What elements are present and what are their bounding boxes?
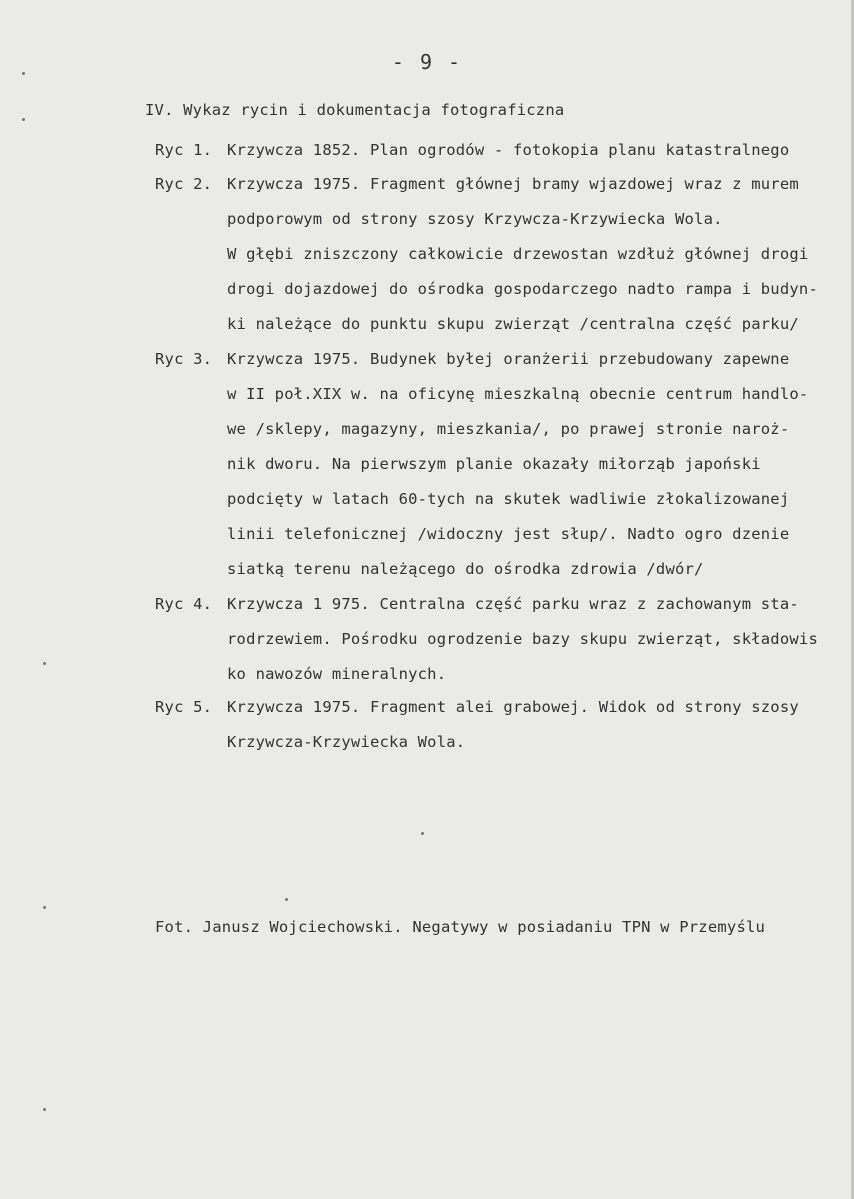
figure-text-line: rodrzewiem. Pośrodku ogrodzenie bazy skupu zwierząt, składowis (227, 630, 818, 648)
page-number: - 9 - (391, 50, 463, 74)
figure-text-line: Krzywcza 1975. Fragment głównej bramy wjazdowej wraz z murem (227, 175, 799, 193)
scan-speck (22, 118, 25, 121)
scan-speck (22, 72, 25, 75)
figure-text-line: we /sklepy, magazyny, mieszkania/, po prawej stronie naroż- (227, 420, 790, 438)
figure-text-line: w II poł.XIX w. na oficynę mieszkalną obecnie centrum handlo- (227, 385, 809, 403)
scan-speck (43, 906, 46, 909)
figure-text-line: podcięty w latach 60-tych na skutek wadliwie złokalizowanej (227, 490, 790, 508)
figure-text-line: ko nawozów mineralnych. (227, 665, 447, 683)
figure-text-line: drogi dojazdowej do ośrodka gospodarczego nadto rampa i budyn- (227, 280, 818, 298)
figure-text-line: Krzywcza 1975. Budynek byłej oranżerii przebudowany zapewne (227, 350, 790, 368)
figure-label: Ryc 1. (155, 141, 213, 159)
figure-entry-2 (155, 175, 799, 193)
figure-text-line: Krzywcza 1852. Plan ogrodów - fotokopia planu katastralnego (227, 141, 790, 159)
figure-entry-1 (155, 141, 789, 159)
figure-text-line: Krzywcza-Krzywiecka Wola. (227, 733, 466, 751)
figure-text-line: siatką terenu należącego do ośrodka zdrowia /dwór/ (227, 560, 704, 578)
figure-text-line: nik dworu. Na pierwszym planie okazały miłorząb japoński (227, 455, 761, 473)
figure-entry-5 (155, 698, 799, 716)
figure-label: Ryc 2. (155, 175, 213, 193)
figure-text-line: Krzywcza 1975. Fragment alei grabowej. Widok od strony szosy (227, 698, 799, 716)
figure-label: Ryc 5. (155, 698, 213, 716)
scan-speck (43, 1108, 46, 1111)
scan-speck (421, 832, 424, 835)
photo-credit: Fot. Janusz Wojciechowski. Negatywy w posiadaniu TPN w Przemyślu (155, 918, 766, 936)
scan-speck (43, 662, 46, 665)
figure-entry-4 (155, 595, 799, 613)
section-heading: IV. Wykaz rycin i dokumentacja fotograficzna (145, 101, 565, 119)
figure-label: Ryc 3. (155, 350, 213, 368)
figure-text-line: Krzywcza 1 975. Centralna część parku wraz z zachowanym sta- (227, 595, 799, 613)
figure-entry-3 (155, 350, 789, 368)
figure-text-line: W głębi zniszczony całkowicie drzewostan wzdłuż głównej drogi (227, 245, 809, 263)
figure-text-line: podporowym od strony szosy Krzywcza-Krzywiecka Wola. (227, 210, 723, 228)
figure-text-line: ki należące do punktu skupu zwierząt /centralna część parku/ (227, 315, 799, 333)
figure-text-line: linii telefonicznej /widoczny jest słup/. Nadto ogro dzenie (227, 525, 790, 543)
figure-label: Ryc 4. (155, 595, 213, 613)
scan-speck (285, 898, 288, 901)
